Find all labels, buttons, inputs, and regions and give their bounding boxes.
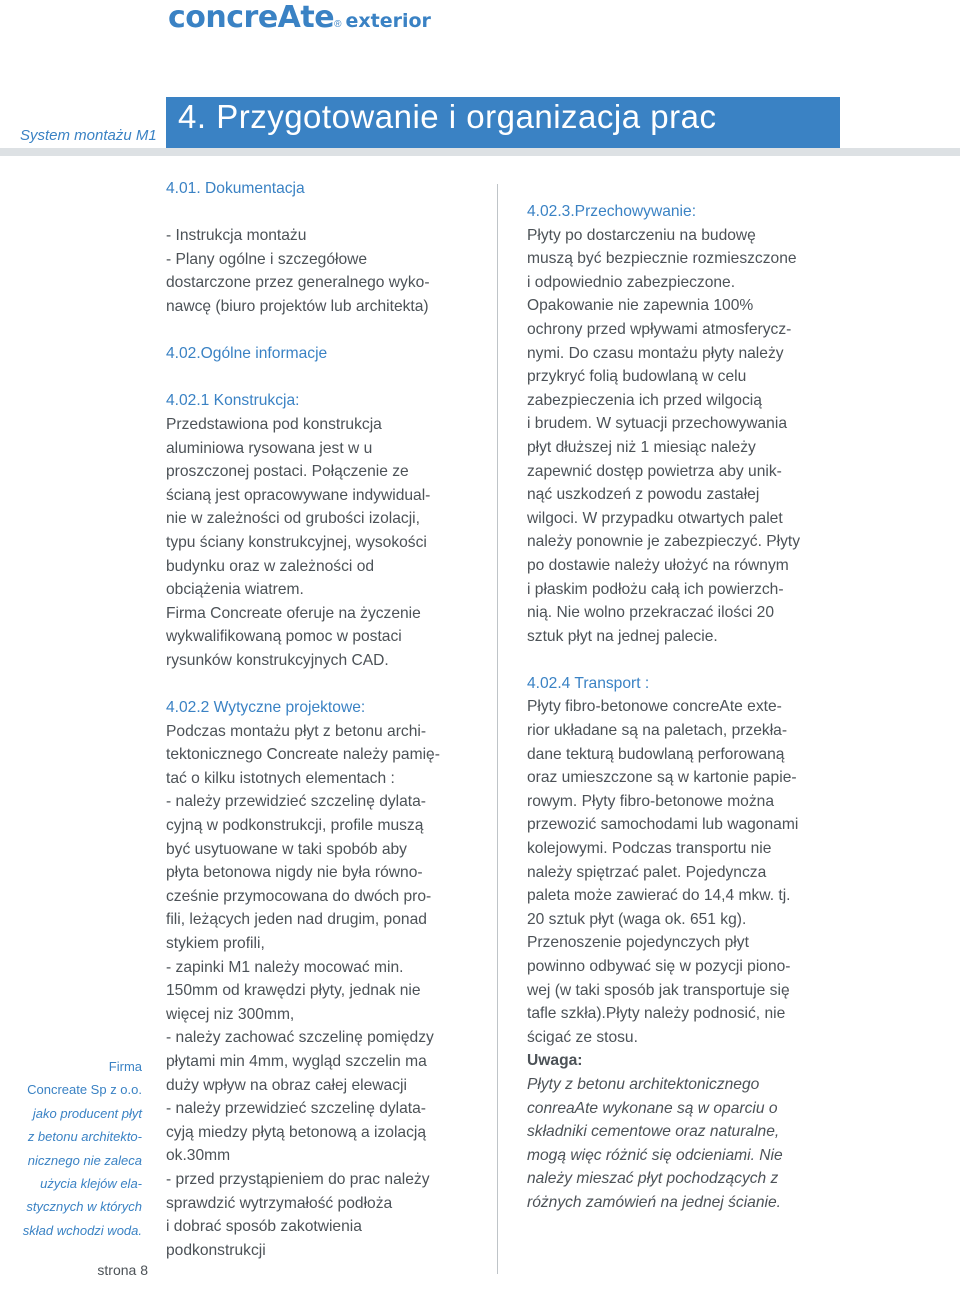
text-line: Podczas montażu płyt z betonu archi- — [166, 722, 427, 740]
sidebar-line: jako producent płyt — [32, 1105, 142, 1121]
text-line: tać o kilku istotnych elementach : — [166, 769, 395, 787]
text-line: przykryć folią budowlaną w celu — [527, 368, 747, 386]
section-heading: 4.02.1 Konstrukcja: — [166, 392, 300, 410]
text-line: nawcę (biuro projektów lub architekta) — [166, 297, 429, 315]
text-line: rowym. Płyty fibro-betonowe można — [527, 792, 774, 810]
sidebar-line: użycia klejów ela- — [40, 1176, 142, 1192]
text-line: sztuk płyt na jednej palecie. — [527, 627, 718, 645]
text-line: duży wpływ na obraz całej elewacji — [166, 1076, 407, 1094]
text-line: Uwaga: — [527, 1052, 583, 1070]
text-line: więcej niz 300mm, — [166, 1005, 295, 1023]
spacer — [166, 366, 440, 390]
sidebar-line: stycznych w których — [26, 1199, 142, 1215]
text-line: wilgoci. W przypadku otwartych palet — [527, 509, 783, 527]
text-line: wykwalifikowaną pomoc w postaci — [166, 628, 402, 646]
text-line: należy mieszać płyt pochodzących z — [527, 1170, 779, 1188]
sidebar-line: Concreate Sp z o.o. — [27, 1082, 142, 1098]
text-line: zapewnić dostęp powietrza aby unik- — [527, 462, 782, 480]
text-line: dostarczone przez generalnego wyko- — [166, 274, 430, 292]
text-line: płytami min 4mm, wygląd szczelin ma — [166, 1052, 427, 1070]
section-heading: 4.02.2 Wytyczne projektowe: — [166, 699, 366, 717]
text-line: tektonicznego Concreate należy pamię- — [166, 746, 440, 764]
text-line: stykiem profili, — [166, 935, 265, 952]
section-heading: 4.01. Dokumentacja — [166, 180, 305, 197]
page-number: strona 8 — [97, 1262, 148, 1278]
text-line: podkonstrukcji — [166, 1241, 266, 1259]
section-heading: 4.02.3.Przechowywanie: — [527, 203, 697, 220]
text-line: - należy przewidzieć szczelinę dylata- — [166, 1100, 426, 1118]
text-line: 150mm od krawędzi płyty, jednak nie — [166, 982, 421, 1000]
text-line: - należy zachować szczelinę pomiędzy — [166, 1029, 434, 1047]
logo-main-text: concreAte — [168, 0, 335, 35]
right-column — [527, 200, 800, 1215]
text-line: oraz umieszczone są w kartonie papie- — [527, 769, 797, 787]
spacer — [527, 648, 800, 672]
text-line: nymi. Do czasu montażu płyty należy — [527, 344, 784, 362]
text-line: obciążenia wiatrem. — [166, 581, 304, 599]
left-column — [166, 177, 440, 1262]
text-line: ścianą jest opracowywane indywidual- — [166, 486, 431, 504]
text-line: płyta betonowa nigdy nie była równo- — [166, 864, 423, 882]
text-line: powinno odbywać się w pozycji piono- — [527, 958, 791, 975]
sidebar-line: nicznego nie zaleca — [27, 1152, 142, 1168]
sidebar-line: z betonu architekto- — [27, 1129, 142, 1145]
sidebar-line: Firma — [108, 1059, 142, 1074]
text-line: płyt dłuższej niż 1 miesiąc należy — [527, 438, 756, 456]
header-rule — [166, 148, 960, 156]
text-line: Przenoszenie pojedynczych płyt — [527, 934, 749, 952]
text-line: - przed przystąpieniem do prac należy — [166, 1170, 430, 1188]
text-line: tafle szkła).Płyty należy podnosić, nie — [527, 1005, 786, 1023]
text-line: różnych zamówień na jednej ścianie. — [527, 1193, 781, 1211]
logo-sub-text: exterior — [345, 10, 431, 32]
text-line: - Instrukcja montażu — [166, 227, 307, 245]
text-line: po dostawie należy ułożyć na równym — [527, 556, 789, 574]
sidebar-note — [0, 1055, 142, 1242]
text-line: mogą więc różnić się odcieniami. Nie — [527, 1146, 783, 1164]
text-line: i odpowiednio zabezpieczone. — [527, 273, 736, 291]
text-line: conreaAte wykonane są w oparciu o — [527, 1099, 778, 1117]
text-line: ochrony przed wpływami atmosferycz- — [527, 320, 792, 338]
sidebar-line: skład wchodzi woda. — [22, 1222, 142, 1238]
text-line: należy spiętrzać palet. Pojedyncza — [527, 863, 767, 881]
text-line: proszczonej postaci. Połączenie ze — [166, 463, 409, 481]
text-line: kolejowymi. Podczas transportu nie — [527, 840, 772, 858]
section-heading: 4.02.Ogólne informacje — [166, 345, 328, 363]
spacer — [166, 672, 440, 696]
text-line: budynku oraz w zależności od — [166, 557, 375, 575]
text-line: cyją miedzy płytą betonową a izolacją — [166, 1123, 427, 1141]
text-line: zabezpieczenia ich przed wilgocią — [527, 391, 762, 409]
text-line: Płyty fibro-betonowe concreAte exte- — [527, 698, 782, 716]
text-line: należy ponownie je zabezpieczyć. Płyty — [527, 533, 801, 551]
spacer — [166, 201, 440, 225]
text-line: Firma Concreate oferuje na życzenie — [166, 604, 421, 622]
text-line: i dobrać sposób zakotwienia — [166, 1218, 362, 1236]
text-line: typu ściany konstrukcyjnej, wysokości — [166, 533, 427, 551]
text-line: Opakowanie nie zapewnia 100% — [527, 297, 754, 315]
spacer — [166, 319, 440, 343]
text-line: i płaskim podłożu całą ich powierzch- — [527, 580, 784, 598]
page-title: 4. Przygotowanie i organizacja prac — [178, 98, 717, 135]
text-line: ścigać ze stosu. — [527, 1028, 638, 1046]
text-line: - zapinki M1 należy mocować min. — [166, 958, 404, 976]
text-line: muszą być bezpiecznie rozmieszczone — [527, 250, 797, 268]
text-line: rysunków konstrukcyjnych CAD. — [166, 651, 389, 669]
system-label: System montażu M1 — [20, 127, 157, 144]
text-line: dane tekturą budowlaną perforowaną — [527, 745, 785, 763]
text-line: Płyty po dostarczeniu na budowę — [527, 226, 756, 244]
text-line: aluminiowa rysowana jest w u — [166, 439, 373, 457]
text-line: nie w zależności od grubości izolacji, — [166, 510, 420, 528]
text-line: nąć uszkodzeń z powodu zastałej — [527, 486, 760, 504]
text-line: cyjną w podkonstrukcji, profile muszą — [166, 817, 424, 835]
text-line: sprawdzić wytrzymałość podłoża — [166, 1194, 393, 1212]
text-line: składniki cementowe oraz naturalne, — [527, 1123, 780, 1141]
text-line: Przedstawiona pod konstrukcja — [166, 415, 382, 433]
text-line: przewozić samochodami lub wagonami — [527, 816, 799, 834]
text-line: rior układane są na paletach, przekła- — [527, 722, 788, 740]
trademark-icon: ® — [334, 19, 342, 30]
column-divider — [497, 184, 498, 1274]
text-line: Płyty z betonu architektonicznego — [527, 1075, 760, 1093]
text-line: - należy przewidzieć szczelinę dylata- — [166, 793, 426, 811]
text-line: i brudem. W sytuacji przechowywania — [527, 415, 787, 433]
text-line: nią. Nie wolno przekraczać ilości 20 — [527, 604, 775, 622]
header-rule-left — [0, 148, 166, 156]
text-line: 20 sztuk płyt (waga ok. 651 kg). — [527, 910, 747, 928]
text-line: być usytuowane w taki spobób aby — [166, 840, 407, 858]
text-line: fili, leżących jeden nad drugim, ponad — [166, 911, 427, 929]
text-line: wej (w taki sposób jak transportuje się — [527, 981, 790, 999]
brand-logo — [168, 0, 431, 34]
text-line: cześnie przymocowana do dwóch pro- — [166, 887, 432, 905]
text-line: paleta może zawierać do 14,4 mkw. tj. — [527, 887, 791, 905]
text-line: ok.30mm — [166, 1147, 231, 1165]
section-heading: 4.02.4 Transport : — [527, 674, 650, 692]
text-line: - Plany ogólne i szczegółowe — [166, 250, 368, 268]
